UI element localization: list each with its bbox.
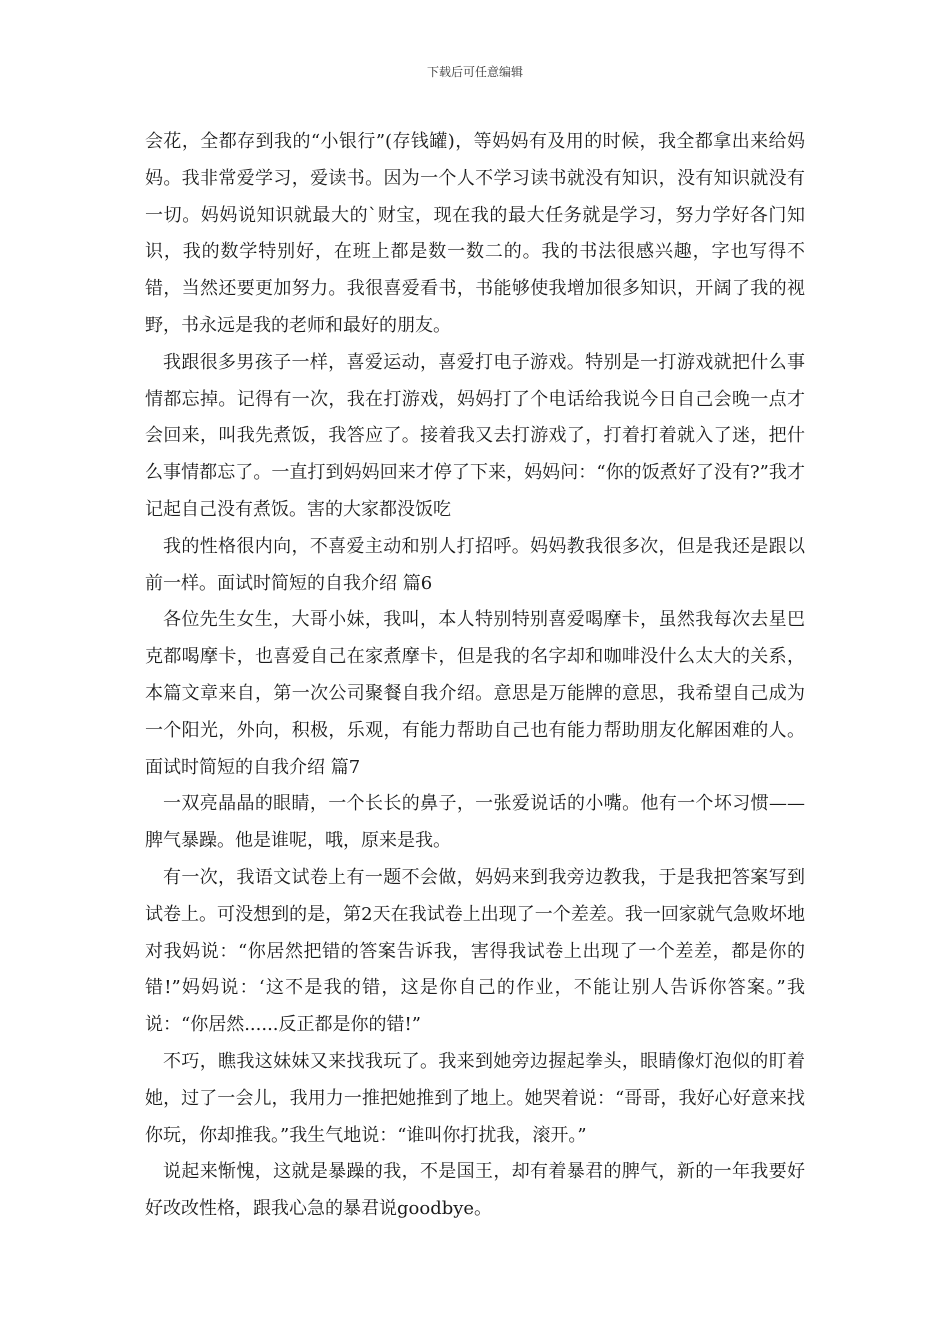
paragraph: 会花，全都存到我的“小银行”(存钱罐)，等妈妈有及用的时候，我全都拿出来给妈妈。我非常爱学习，爱读书。因为一个人不学习读书就没有知识，没有知识就没有一切。妈妈说知识就最大的`财宝，现在我的最大任务就是学习，努力学好各门知识，我的数学特别好，在班上都是数一数二的。我的书法很感兴趣，字也写得不错，当然还要更加努力。我很喜爱看书，书能够使我增加很多知识，开阔了我的视野，书永远是我的老师和最好的朋友。	[145, 131, 805, 336]
paragraph: 各位先生女生，大哥小妹，我叫，本人特别特别喜爱喝摩卡，虽然我每次去星巴克都喝摩卡，也喜爱自己在家煮摩卡，但是我的名字却和咖啡没什么太大的关系，本篇文章来自，第一次公司聚餐自我介绍。意思是万能牌的意思，我希望自己成为一个阳光，外向，积极，乐观，有能力帮助自己也有能力帮助朋友化解困难的人。面试时简短的自我介绍 篇7	[145, 609, 805, 778]
document-body	[145, 124, 805, 1228]
paragraph: 有一次，我语文试卷上有一题不会做，妈妈来到我旁边教我，于是我把答案写到试卷上。可没想到的是，第2天在我试卷上出现了一个差差。我一回家就气急败坏地对我妈说：“你居然把错的答案告诉我，害得我试卷上出现了一个差差，都是你的错!”妈妈说：‘这不是我的错，这是你自己的作业，不能让别人告诉你答案。”我说：“你居然......反正都是你的错!”	[145, 866, 805, 1036]
paragraph: 我的性格很内向，不喜爱主动和别人打招呼。妈妈教我很多次，但是我还是跟以前一样。面试时简短的自我介绍 篇6	[145, 535, 805, 594]
paragraph: 不巧，瞧我这妹妹又来找我玩了。我来到她旁边握起拳头，眼睛像灯泡似的盯着她，过了一会儿，我用力一推把她推到了地上。她哭着说：“哥哥，我好心好意来找你玩，你却推我。”我生气地说：“谁叫你打扰我，滚开。”	[145, 1050, 805, 1146]
page-header: 下载后可任意编辑	[426, 65, 523, 79]
paragraph: 一双亮晶晶的眼睛，一个长长的鼻子，一张爱说话的小嘴。他有一个坏习惯——脾气暴躁。他是谁呢，哦，原来是我。	[145, 793, 805, 852]
paragraph: 说起来惭愧，这就是暴躁的我，不是国王，却有着暴君的脾气，新的一年我要好好改改性格，跟我心急的暴君说goodbye。	[145, 1161, 805, 1220]
paragraph: 我跟很多男孩子一样，喜爱运动，喜爱打电子游戏。特别是一打游戏就把什么事情都忘掉。记得有一次，我在打游戏，妈妈打了个电话给我说今日自己会晚一点才会回来，叫我先煮饭，我答应了。接着我又去打游戏了，打着打着就入了迷，把什么事情都忘了。一直打到妈妈回来才停了下来，妈妈问：“你的饭煮好了没有?”我才记起自己没有煮饭。害的大家都没饭吃	[145, 351, 805, 520]
